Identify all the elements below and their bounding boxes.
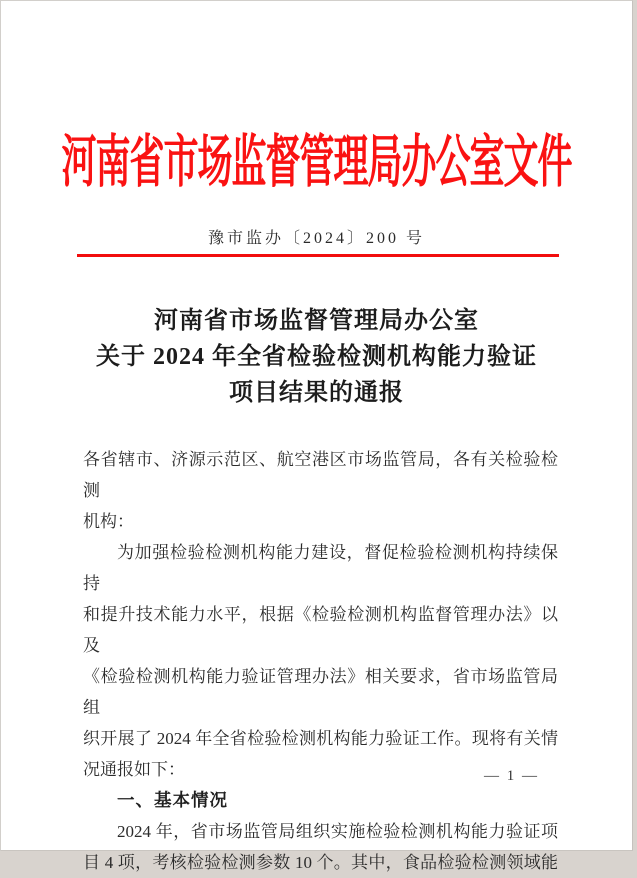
- red-divider-line: [77, 254, 559, 257]
- page-number: — 1 —: [484, 768, 539, 784]
- body-line-paragraph-end: 况通报如下：: [83, 760, 185, 779]
- section-heading-basic-situation: 一、基本情况: [117, 790, 228, 810]
- document-title: [1, 303, 632, 411]
- body-line-salutation: 各省辖市、济源示范区、航空港区市场监管局，各有关检验检测: [83, 450, 558, 500]
- body-line-salutation-end: 机构：: [83, 512, 134, 531]
- document-body: [83, 444, 558, 878]
- body-line-paragraph: 2024 年，省市场监管局组织实施检验检测机构能力验证项: [117, 822, 558, 841]
- document-title-line-1: 河南省市场监督管理局办公室: [154, 308, 479, 334]
- body-line-paragraph: 目 4 项，考核检验检测参数 10 个。其中，食品检验检测领域能: [83, 853, 558, 872]
- body-line-paragraph: 为加强检验检测机构能力建设，督促检验检测机构持续保持: [83, 543, 558, 593]
- document-title-line-2: 关于 2024 年全省检验检测机构能力验证: [96, 344, 537, 370]
- body-line-paragraph: 《检验检测机构能力验证管理办法》相关要求，省市场监管局组: [83, 667, 558, 717]
- document-number: 豫市监办〔2024〕200 号: [207, 230, 425, 247]
- body-line-paragraph: 和提升技术能力水平，根据《检验检测机构监督管理办法》以及: [83, 605, 558, 655]
- body-line-paragraph: 织开展了 2024 年全省检验检测机构能力验证工作。现将有关情: [83, 729, 558, 748]
- document-title-line-3: 项目结果的通报: [229, 380, 404, 406]
- document-header-title: 河南省市场监督管理局办公室文件: [61, 130, 572, 194]
